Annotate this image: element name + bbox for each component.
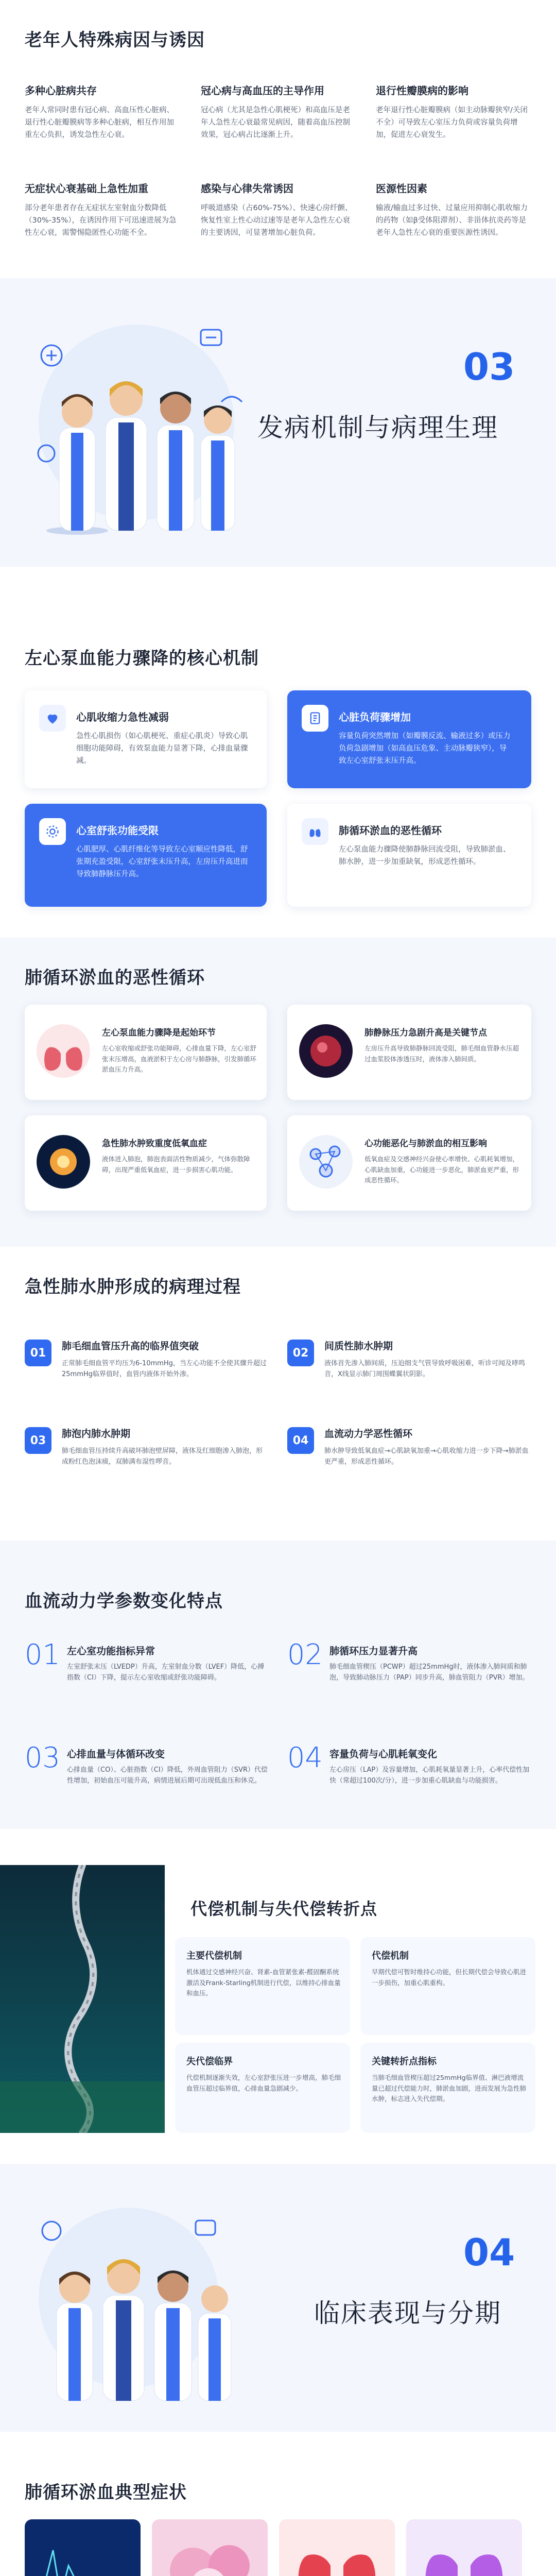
settings-icon <box>39 818 66 845</box>
param-body: 肺毛细血管楔压（PCWP）超过25mmHg时，液体渗入肺间质和肺泡，导致肺动脉压力（PAP）同步升高，肺血管阻力（PVR）增加。 <box>329 1663 529 1682</box>
param-title: 左心室功能指标异常 <box>67 1646 155 1657</box>
step-body: 正常肺毛细血管平均压为6-10mmHg，当左心功能不全使其骤升超过25mmHg临界值时，血管内液体开始外渗。 <box>62 1360 267 1379</box>
compensation-card <box>360 1937 535 2035</box>
item-title: 退行性瓣膜病的影响 <box>376 84 468 97</box>
foam-image <box>152 2519 268 2576</box>
card-title: 心功能恶化与肺淤血的相互影响 <box>364 1139 487 1149</box>
chapter-title: 临床表现与分期 <box>314 2298 501 2328</box>
item-body: 呼吸道感染（占60%-75%）、快速心房纤颤、恢复性室上性心动过速等是老年人急性左心衰的主要诱因，可显著增加心脏负荷。 <box>201 204 353 237</box>
card-title: 失代偿临界 <box>186 2056 233 2067</box>
card-title: 心室舒张功能受限 <box>76 824 159 837</box>
param-body: 左心房压（LAP）及容量增加，心肌耗氧量显著上升，心率代偿性加快（常超过100次/分），进一步加重心肌缺血与功能损害。 <box>329 1766 530 1785</box>
step-badge: 04 <box>287 1427 314 1454</box>
item-title: 医源性因素 <box>376 182 427 195</box>
chapter-04-block <box>0 2164 556 2432</box>
param-number: 02 <box>287 1638 323 1671</box>
step-title: 血流动力学恶性循环 <box>324 1428 413 1439</box>
item-body: 部分老年患者存在无症状左室射血分数降低（30%-35%），在诱因作用下可迅速进展为急性左心衰，需警惕隐匿性心功能不全。 <box>25 204 177 237</box>
card-title: 主要代偿机制 <box>186 1951 242 1961</box>
param-body: 左室舒张末压（LVEDP）升高，左室射血分数（LVEF）降低，心搏指数（CI）下降，提示左心室收缩或舒张功能障碍。 <box>67 1663 265 1682</box>
item-title: 感染与心律失常诱因 <box>201 182 293 195</box>
card-body: 左心室收缩或舒张功能障碍，心排血量下降，左心室舒张末压增高，血液淤积于左心房与肺静脉，引发肺循环淤血压力升高。 <box>102 1044 257 1074</box>
lungs-image <box>35 1023 92 1079</box>
card-title: 心脏负荷骤增加 <box>339 711 411 723</box>
item-body: 输液/输血过多过快、过量应用抑制心肌收缩力的药物（如β受体阻滞剂）、非甾体抗炎药等是老年人急性左心衰的重要医源性诱因。 <box>376 204 528 237</box>
item-body: 老年退行性心脏瓣膜病（如主动脉瓣狭窄/关闭不全）可导致左心室压力负荷或容量负荷增加，促进左心衰发生。 <box>376 106 528 139</box>
compensation-card <box>175 1937 350 2035</box>
section-title: 左心泵血能力骤降的核心机制 <box>25 648 259 669</box>
cycle-card <box>287 1005 531 1100</box>
doctors-illustration <box>15 299 257 541</box>
chapter-title: 发病机制与病理生理 <box>257 413 498 443</box>
compensation-card <box>175 2043 350 2133</box>
step-body: 肺水肿导致低氧血症→心肌缺氧加重→心肌收缩力进一步下降→肺淤血更严重，形成恶性循环。 <box>324 1447 529 1466</box>
etiology-item <box>201 82 355 142</box>
network-image <box>298 1133 354 1190</box>
step-body: 肺毛细血管压持续升高破坏肺泡壁屏障，液体及红细胞渗入肺泡，形成粉红色泡沫痰，双肺满布湿性啰音。 <box>62 1447 263 1466</box>
card-body: 急性心肌损伤（如心肌梗死、重症心肌炎）导致心肌细胞功能障碍，有效泵血能力显著下降，心排血量骤减。 <box>76 732 248 765</box>
document-icon <box>302 705 328 732</box>
card-body: 代偿机制逐渐失效，左心室舒张压进一步增高，肺毛细血管压超过临界值，心排血量急剧减少。 <box>186 2074 341 2092</box>
etiology-item <box>376 82 530 142</box>
section-title: 老年人特殊病因与诱因 <box>25 30 205 50</box>
section-title: 肺循环淤血的恶性循环 <box>25 968 205 988</box>
item-body: 冠心病（尤其是急性心肌梗死）和高血压是老年人急性左心衰最常见病因，随着高血压控制效果，冠心病占比逐渐上升。 <box>201 106 350 139</box>
step-badge: 01 <box>25 1340 51 1366</box>
param-number: 03 <box>25 1741 60 1774</box>
card-body: 液体进入肺泡，肺泡表面活性物质减少，气体弥散障碍，出现严重低氧血症，进一步损害心肌功能。 <box>102 1155 250 1174</box>
item-title: 冠心病与高血压的主导作用 <box>201 84 324 97</box>
section-title: 代偿机制与失代偿转折点 <box>190 1899 378 1919</box>
card-body: 左房压升高导致肺静脉回流受阻，肺毛细血管静水压超过血浆胶体渗透压时，液体渗入肺间质。 <box>364 1044 519 1063</box>
item-body: 老年人常同时患有冠心病、高血压性心脏病、退行性心脏瓣膜病等多种心脏病，相互作用加重左心负担，诱发急性左心衰。 <box>25 106 174 139</box>
cycle-card <box>25 1005 267 1100</box>
section-title: 血流动力学参数变化特点 <box>25 1591 223 1612</box>
cycle-card <box>287 1115 531 1211</box>
card-body: 当肺毛细血管楔压超过25mmHg临界值、淋巴液增流量已超过代偿能力时，肺淤血加剧，进而发展为急性肺水肿，标志进入失代偿期。 <box>372 2074 527 2103</box>
heart-icon <box>39 705 66 732</box>
card-body: 心肌肥厚、心肌纤维化等导致左心室顺应性降低，舒张期充盈受限，心室舒张末压升高，左房压升高进而导致肺静脉压升高。 <box>76 845 248 878</box>
mechanism-card <box>287 690 531 788</box>
chapter-03-block <box>0 278 556 567</box>
card-title: 代偿机制 <box>372 1951 409 1961</box>
card-body: 左心泵血能力骤降使肺静脉回流受阻，导致肺淤血、肺水肿，进一步加重缺氧，形成恶性循环。 <box>339 845 511 866</box>
mechanism-card <box>25 690 267 788</box>
param-title: 肺循环压力显著升高 <box>329 1646 418 1657</box>
mechanism-card <box>25 804 267 907</box>
chapter-number: 04 <box>463 2231 515 2274</box>
etiology-item <box>25 180 179 240</box>
item-title: 无症状心衰基础上急性加重 <box>25 182 148 195</box>
compensation-card <box>360 2043 535 2133</box>
step-badge: 03 <box>25 1427 51 1454</box>
organ-image <box>298 1023 354 1079</box>
item-title: 多种心脏病共存 <box>25 84 97 97</box>
etiology-item <box>376 180 530 240</box>
section-title: 肺循环淤血典型症状 <box>25 2482 187 2503</box>
card-body: 早期代偿可暂时维持心功能，但长期代偿会导致心肌进一步损伤，加重心肌重构。 <box>372 1968 527 1987</box>
card-body: 机体通过交感神经兴奋、肾素-血管紧张素-醛固酮系统激活及Frank-Starling机制进行代偿，以维持心排血量和血压。 <box>186 1968 341 1997</box>
chapter-number: 03 <box>463 345 515 388</box>
etiology-item <box>201 180 355 240</box>
card-title: 肺静脉压力急剧升高是关键节点 <box>364 1028 487 1038</box>
card-title: 关键转折点指标 <box>372 2056 437 2067</box>
step-body: 液体首先渗入肺间质，压迫细支气管导致呼吸困难，听诊可闻及哮鸣音，X线显示肺门周围蝶翼状阴影。 <box>324 1360 526 1379</box>
param-title: 心排血量与体循环改变 <box>67 1749 165 1760</box>
param-body: 心排血量（CO）、心脏指数（CI）降低，外周血管阻力（SVR）代偿性增加，初始血压可能升高，病情进展后期可出现低血压和休克。 <box>67 1766 268 1785</box>
card-title: 肺循环淤血的恶性循环 <box>339 824 442 837</box>
wave-image <box>25 2519 141 2576</box>
cycle-card <box>25 1115 267 1211</box>
step-title: 肺毛细血管压升高的临界值突破 <box>62 1341 199 1352</box>
param-title: 容量负荷与心肌耗氧变化 <box>329 1749 438 1760</box>
lungs-icon <box>302 818 328 845</box>
card-title: 左心泵血能力骤降是起始环节 <box>102 1028 216 1038</box>
card-body: 低氧血症及交感神经兴奋使心率增快、心肌耗氧增加，心肌缺血加重，心功能进一步恶化，肺淤血更严重，形成恶性循环。 <box>364 1155 519 1184</box>
step-title: 间质性肺水肿期 <box>324 1341 393 1352</box>
card-body: 容量负荷突然增加（如瓣膜反流、输液过多）或压力负荷急剧增加（如高血压危象、主动脉瓣狭窄），导致左心室舒张末压升高。 <box>339 732 511 765</box>
param-number: 04 <box>287 1741 323 1774</box>
doctors-illustration <box>15 2184 242 2411</box>
card-title: 急性肺水肿致重度低氧血症 <box>102 1139 207 1149</box>
step-title: 肺泡内肺水肿期 <box>62 1428 131 1439</box>
param-number: 01 <box>25 1638 60 1671</box>
etiology-item <box>25 82 179 142</box>
rope-illustration <box>0 1865 165 2133</box>
lungs-purple-image <box>406 2519 522 2576</box>
cell-image <box>35 1133 92 1190</box>
mechanism-card <box>287 804 531 907</box>
card-title: 心肌收缩力急性减弱 <box>76 711 169 723</box>
section-title: 急性肺水肿形成的病理过程 <box>25 1277 241 1297</box>
step-badge: 02 <box>287 1340 314 1366</box>
lungs-red-image <box>279 2519 395 2576</box>
